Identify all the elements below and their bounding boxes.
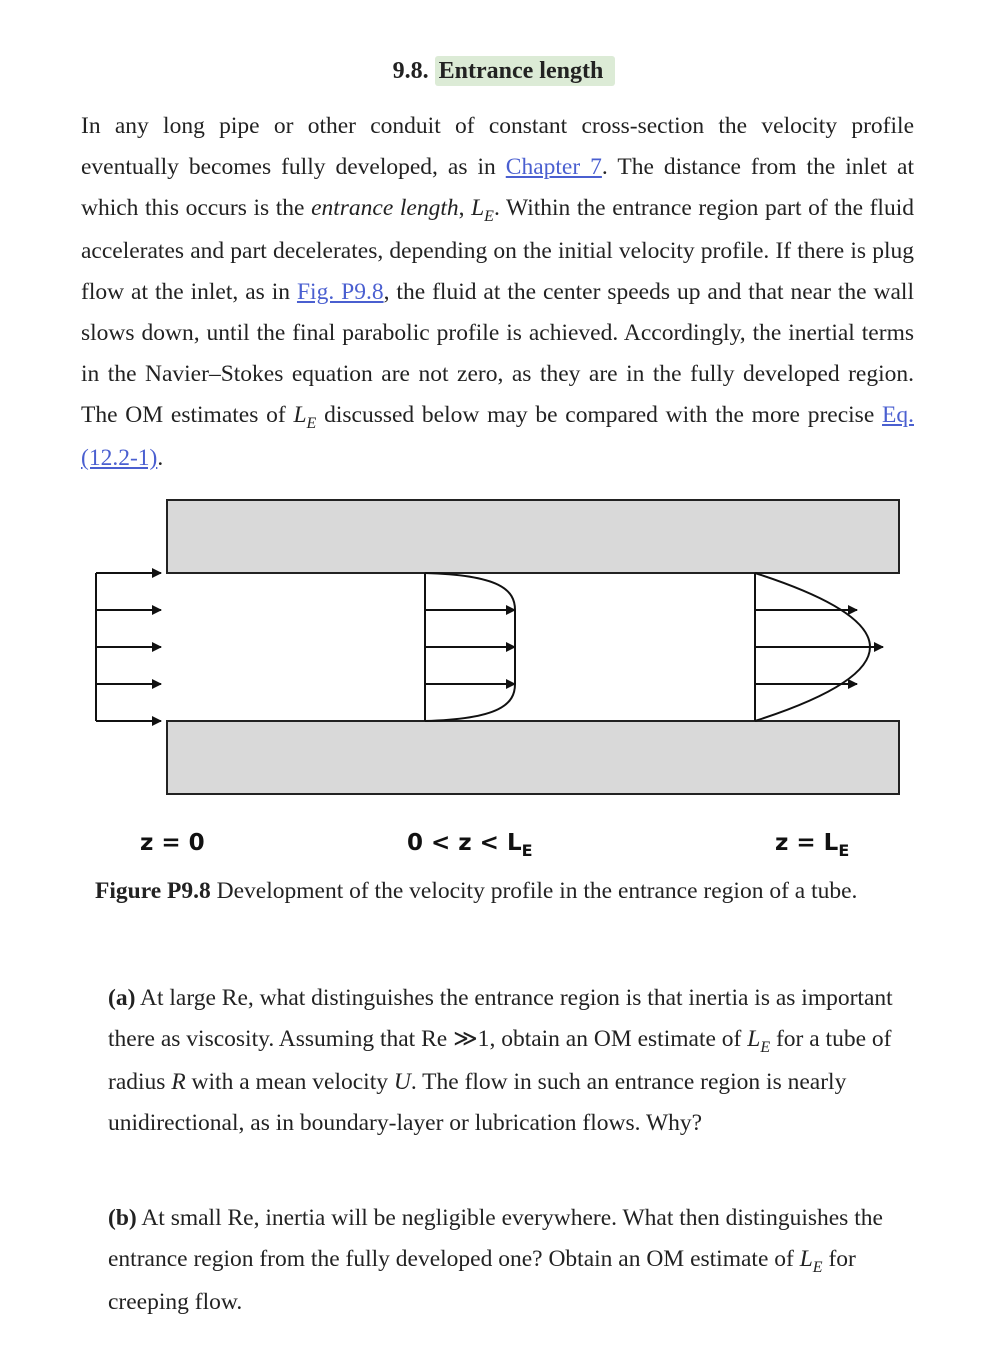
label-inlet: z = 0 — [140, 830, 205, 856]
intro-text-5: , the fluid at the center speeds up and that near the wall slows down, until the final parabolic profile is achieved. Accordingly, the inertial terms in the Navier–Stokes equation are not zero, as they are in the fully developed region. The OM estimates of — [81, 279, 914, 428]
label-entrance-region: $0 < z < L_E$ — [407, 830, 533, 860]
qb-text-1: At small Re, inertia will be negligible everywhere. What then distinguishes the entrance region from the fully developed one? Obtain an OM estimate of — [108, 1205, 883, 1272]
equation-link[interactable]: Eq. (12.2-1) — [81, 402, 914, 471]
entrance-length-term: entrance length — [311, 195, 459, 221]
intro-text-1: In any long pipe or other conduit of constant cross-section the velocity profile eventually becomes fully developed, as in — [81, 113, 914, 180]
qa-text-2: , obtain an OM estimate of — [489, 1026, 748, 1052]
symbol-L: L — [471, 195, 485, 221]
question-b-label: (b) — [108, 1205, 137, 1231]
upper-pipe-wall — [167, 500, 899, 573]
much-greater-symbol: ≫1 — [453, 1026, 490, 1052]
question-a — [108, 978, 898, 1144]
chapter-link[interactable]: Chapter 7 — [505, 154, 602, 180]
plug-flow-profile — [96, 573, 161, 721]
figure-link[interactable]: Fig. P9.8 — [296, 279, 384, 305]
symbol-L-2: L — [293, 402, 307, 428]
symbol-E-subscript-2: E — [306, 415, 317, 432]
intro-text-2: . The distance from the inlet at which this occurs is the — [81, 154, 914, 221]
figure-caption — [95, 872, 895, 911]
intro-text-7: . — [157, 445, 164, 471]
question-a-label: (a) — [108, 985, 136, 1011]
qb-symbol-E: E — [812, 1259, 823, 1276]
qa-symbol-E: E — [760, 1039, 771, 1056]
intro-paragraph — [81, 106, 914, 479]
qb-symbol-L: L — [799, 1246, 813, 1272]
qb-text-2: for creeping flow. — [108, 1246, 856, 1315]
intro-text-4: . Within the entrance region part of the fluid accelerates and part decelerates, depending on the initial velocity profile. If there is plug flow at the inlet, as in — [81, 195, 914, 305]
label-developed: $z = L_E$ — [775, 830, 850, 860]
velocity-symbol: U — [393, 1069, 411, 1095]
caption-label: Figure P9.8 — [95, 878, 211, 904]
radius-symbol: R — [171, 1069, 186, 1095]
qa-text-5: . The flow in such an entrance region is nearly unidirectional, as in boundary-layer or lubrication flows. Why? — [108, 1069, 847, 1136]
entrance-region-figure — [85, 495, 915, 875]
section-number: 9.8. — [392, 58, 429, 84]
developing-profile — [425, 573, 515, 721]
symbol-E-subscript: E — [484, 208, 494, 225]
caption-text: Development of the velocity profile in the entrance region of a tube. — [210, 878, 858, 904]
question-b — [108, 1198, 898, 1323]
section-heading — [0, 58, 1008, 85]
intro-text-6: discussed below may be compared with the more precise — [316, 402, 883, 428]
parabolic-profile — [755, 573, 883, 721]
intro-text-3: , — [458, 195, 472, 221]
qa-symbol-L: L — [747, 1026, 761, 1052]
section-title: Entrance length — [435, 56, 616, 86]
qa-text-3: for a tube of radius — [108, 1026, 892, 1095]
lower-pipe-wall — [167, 721, 899, 794]
qa-text-4: with a mean velocity — [185, 1069, 394, 1095]
qa-text-1: At large Re, what distinguishes the entrance region is that inertia is as important there as viscosity. Assuming that Re — [108, 985, 893, 1052]
